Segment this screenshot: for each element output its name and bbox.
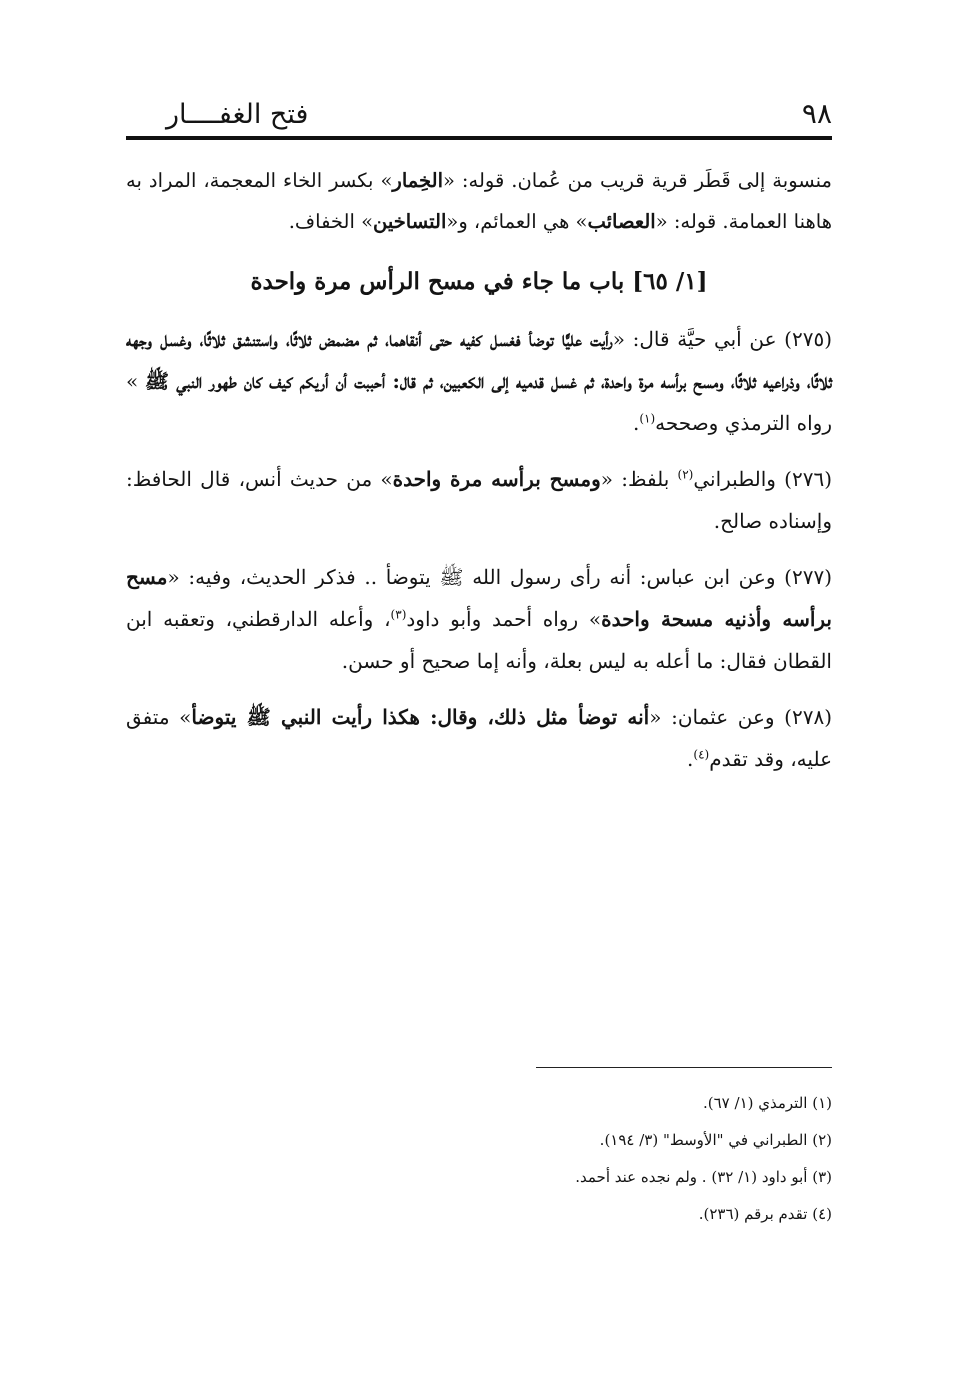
hadith-source: » رواه أحمد وأبو داود xyxy=(406,607,602,631)
footnote-4: (٤) تقدم برقم (٢٣٦). xyxy=(698,1205,832,1223)
hadith-text: أنه توضأ مثل ذلك، وقال: هكذا رأيت النبي ﷺ يتوضأ xyxy=(191,705,650,729)
footnote-ref[interactable]: (٤) xyxy=(693,747,710,762)
hadith-277 xyxy=(126,556,832,682)
footnote-1: (١) الترمذي (١/ ٦٧). xyxy=(703,1094,832,1112)
book-page xyxy=(126,0,832,1391)
hadith-source: » رواه الترمذي وصححه xyxy=(126,369,832,435)
intro-text: منسوبة إلى قَطَر قرية قريب من عُمان. قوله: « xyxy=(442,169,832,192)
hadith-mid: بلفظ: « xyxy=(600,467,678,491)
hadith-276 xyxy=(126,458,832,542)
chapter-heading: [١/ ٦٥] باب ما جاء في مسح الرأس مرة واحدة xyxy=(250,268,708,295)
hadith-source: » من حديث أنس، قال الحافظ: وإسناده صالح. xyxy=(126,467,832,533)
hadith-intro: (٢٧٦) والطبراني xyxy=(693,467,832,491)
hadith-end: . xyxy=(632,411,640,435)
footnote-3: (٣) أبو داود (١/ ٣٢) . ولم نجده عند أحمد. xyxy=(575,1168,832,1186)
intro-text: » الخفاف. xyxy=(288,210,374,233)
header-rule xyxy=(126,136,832,140)
intro-text: » بكسر الخاء المعجمة، المراد به هاهنا العمامة. قوله: « xyxy=(126,169,832,233)
footnote-ref[interactable]: (٢) xyxy=(677,467,694,482)
hadith-275 xyxy=(126,318,832,444)
hadith-end: . xyxy=(687,747,694,771)
footnote-ref[interactable]: (٣) xyxy=(390,607,407,622)
hadith-278 xyxy=(126,696,832,780)
intro-text: » هي العمائم، و« xyxy=(446,210,588,233)
hadith-text: رأيت عليًّا توضأ فغسل كفيه حتى أنقاهما، ثم مضمض ثلاثًا، واستنشق ثلاثًا، وغسل وجهه ثلاثًا، وذراعيه ثلاثًا، ومسح برأسه مرة واحدة، ثم غسل قدميه إلى الكعبين، ثم قال: أحببت أن أريكم كيف كان طهور النبي ﷺ xyxy=(126,327,833,393)
running-title: فتح الغفــــار xyxy=(166,99,309,130)
hadith-intro: (٢٧٥) عن أبي حيَّة قال: « xyxy=(612,327,832,351)
page-header xyxy=(126,92,832,134)
footnote-divider xyxy=(536,1067,832,1068)
hadith-commentary: ، وأعله الدارقطني، وتعقبه ابن القطان فقال: ما أعله به ليس بعلة، وأنه إما صحيح أو حسن. xyxy=(126,607,832,673)
footnote-2: (٢) الطبراني في "الأوسط" (٣/ ١٩٤). xyxy=(599,1131,832,1149)
intro-paragraph xyxy=(126,160,832,242)
intro-term-tasakhin: التساخين xyxy=(373,210,447,233)
intro-term-asaib: العصائب xyxy=(587,210,656,233)
hadith-text: مسح برأسه وأذنيه مسحة واحدة xyxy=(126,565,832,631)
page-number: ٩٨ xyxy=(801,97,832,130)
main-text xyxy=(126,160,832,794)
footnote-ref[interactable]: (١) xyxy=(639,411,656,426)
hadith-intro: (٢٧٧) وعن ابن عباس: أنه رأى رسول الله ﷺ يتوضأ .. فذكر الحديث، وفيه: « xyxy=(167,565,832,589)
hadith-text: ومسح برأسه مرة واحدة xyxy=(392,467,601,491)
hadith-intro: (٢٧٨) وعن عثمان: « xyxy=(649,705,833,729)
footnotes xyxy=(126,1085,832,1233)
intro-term-khimar: الخِمار xyxy=(392,169,443,192)
hadith-source: » متفق عليه، وقد تقدم xyxy=(126,705,832,771)
